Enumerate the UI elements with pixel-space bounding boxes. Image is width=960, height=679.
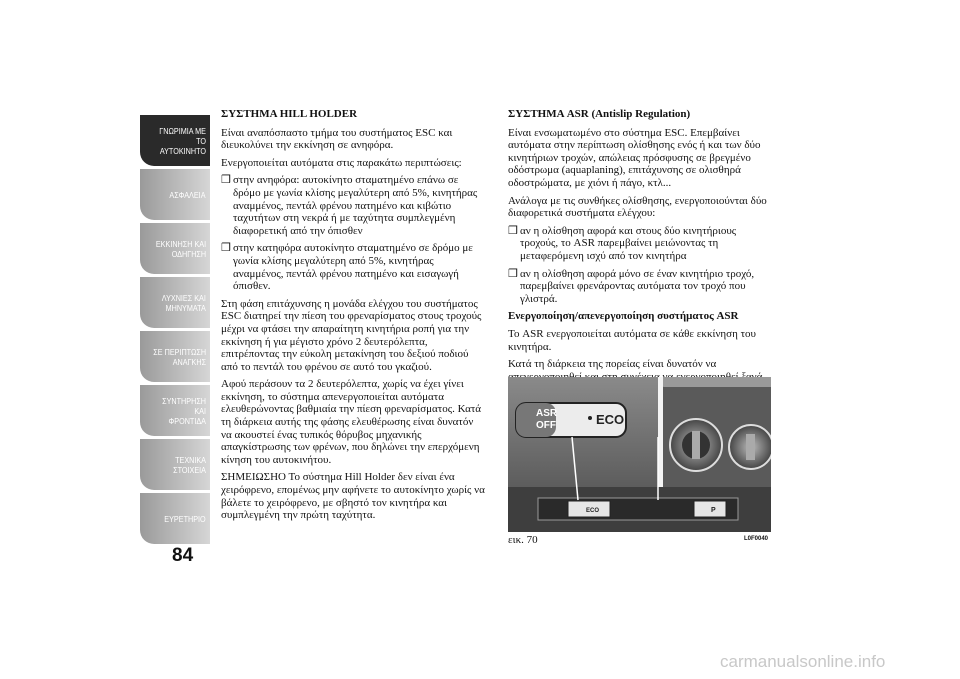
paragraph: Είναι αναπόσπαστο τμήμα του συστήματος ESC και διευκολύνει την εκκίνηση σε ανηφόρα. xyxy=(221,126,453,152)
list-item: ❒ στην κατηφόρα αυτοκίνητο σταματημένο σε δρόμο με γωνία κλίσης μεγαλύτερη από 5%, κινητήρας αναμμένος, πεντάλ φρένου πατημένο και εισαγωγή όπισθεν. xyxy=(221,242,473,293)
right-column xyxy=(508,108,772,401)
left-column xyxy=(221,108,485,527)
paragraph: Κατά τη διάρκεια της πορείας είναι δυνατόν να xyxy=(508,358,717,371)
tab-technical-data[interactable]: ΤΕΧΝΙΚΑ ΣΤΟΙΧΕΙΑ xyxy=(140,439,210,490)
tab-maintenance[interactable]: ΣΥΝΤΗΡΗΣΗ ΚΑΙ ΦΡΟΝΤΙΔΑ xyxy=(140,385,210,436)
section-heading-hill-holder: ΣΥΣΤΗΜΑ HILL HOLDER xyxy=(221,108,358,120)
checkbox-bullet-icon: ❒ xyxy=(221,174,231,187)
section-heading-asr: ΣΥΣΤΗΜΑ ASR (Antislip Regulation) xyxy=(508,108,691,120)
checkbox-bullet-icon: ❒ xyxy=(221,242,231,255)
small-eco-label: ECO xyxy=(586,508,600,514)
tab-index[interactable]: ΕΥΡΕΤΗΡΙΟ xyxy=(140,493,210,544)
checkbox-bullet-icon: ❒ xyxy=(508,267,518,280)
tab-emergency[interactable]: ΣΕ ΠΕΡΙΠΤΩΣΗ ΑΝΑΓΚΗΣ xyxy=(140,331,210,382)
chapter-tabs xyxy=(140,115,210,547)
checkbox-bullet-icon: ❒ xyxy=(508,224,518,237)
list-item: ❒ αν η ολίσθηση αφορά μόνο σε έναν κινητήριο τροχό, παρεμβαίνει φρενάροντας αυτόματα τον τροχό που γλιστρά. xyxy=(508,267,755,305)
paragraph: Είναι ενσωματωμένο στο σύστημα ESC. Επεμβαίνει αυτόματα στην περίπτωση ολίσθησης ενός ή και των δύο κινητήριων τροχών, απώλειας πρόσφυσης σε βρεγμένο οδόστρωμα (aquaplaning), επιτάχυνσης σε ολισθηρά οδοστρώματα, με χιόνι ή πάγο, κτλ... xyxy=(508,126,761,189)
tab-getting-to-know[interactable]: ΓΝΩΡΙΜΙΑ ΜΕ ΤΟ ΑΥΤΟΚΙΝΗΤΟ xyxy=(140,115,210,166)
eco-label: ECO xyxy=(596,412,625,427)
asr-label: ASR xyxy=(536,408,558,419)
paragraph: Στη φάση επιτάχυνσης η μονάδα ελέγχου του συστήματος ESC διατηρεί την πίεση του φρεναρίσματος στους τροχούς μέχρι να φτάσει την απαραίτητη κινητήρια ροπή για την εκκίνηση ή για μέγιστο χρόνο 2 δευτερόλεπτα, επιτρέποντας την εύκολη μετακίνηση του δεξιού ποδιού από το πεντάλ του φρένου σε αυτό του γκαζιού. xyxy=(221,297,482,373)
tab-safety[interactable]: ΑΣΦΑΛΕΙΑ xyxy=(140,169,210,220)
note-paragraph: ΣΗΜΕΙΩΣΗΟ Το σύστημα Hill Holder δεν είναι ένα χειρόφρενο, επομένως μην αφήνετε το αυτοκίνητο χωρίς να βάλετε το χειρόφρενο, με σβηστό τον κινητήρα και συμπλεγμένη την πρώτη ταχύτητα. xyxy=(221,471,485,522)
off-label: OFF xyxy=(536,420,556,431)
list-item: ❒ στην ανηφόρα: αυτοκίνητο σταματημένο επάνω σε δρόμο με γωνία κλίσης μεγαλύτερη από 5%, κινητήρας αναμμένος, πεντάλ φρένου πατημένο και κιβώτιο ταχυτήτων στη νεκρά ή με ταχύτητα συμπλεγμένη διαφορετική από την όπισθεν xyxy=(221,174,478,237)
dashboard-illustration xyxy=(508,377,771,532)
subheading-asr-toggle: Ενεργοποίηση/απενεργοποίηση συστήματος ASR xyxy=(508,310,739,323)
page-number: 84 xyxy=(172,545,194,566)
parking-label: P xyxy=(711,507,716,514)
figure-asr-button xyxy=(508,377,771,532)
paragraph: Αφού περάσουν τα 2 δευτερόλεπτα, χωρίς να έχει γίνει εκκίνηση, το σύστημα απενεργοποιείται αυτόματα ελευθερώνοντας βαθμιαία την πίεση φρεναρίσματος. Κατά τη διάρκεια αυτής της φάσης ελευθέρωσης είναι δυνατόν να ακουστεί ένας τυπικός θόρυβος μηχανικής απαγκίστρωσης των φρένων, που δηλώνει την επερχόμενη κίνηση του αυτοκινήτου. xyxy=(221,378,482,466)
tab-warning-lights[interactable]: ΛΥΧΝΙΕΣ ΚΑΙ ΜΗΝΥΜΑΤΑ xyxy=(140,277,210,328)
tab-starting-driving[interactable]: ΕΚΚΙΝΗΣΗ ΚΑΙ ΟΔΗΓΗΣΗ xyxy=(140,223,210,274)
figure-code: L0F0040 xyxy=(744,536,769,542)
paragraph: Ανάλογα με τις συνθήκες ολίσθησης, ενεργοποιούνται δύο διαφορετικά συστήματα ελέγχου: xyxy=(508,194,767,220)
paragraph: Ενεργοποιείται αυτόματα στις παρακάτω περιπτώσεις: xyxy=(221,156,462,169)
list-item: ❒ αν η ολίσθηση αφορά και στους δύο κινητήριους τροχούς, το ASR παρεμβαίνει μειώνοντας τη μεταφερόμενη ισχύ από τον κινητήρα xyxy=(508,224,737,262)
watermark: carmanualsonline.info xyxy=(720,652,886,671)
paragraph: Το ASR ενεργοποιείται αυτόματα σε κάθε εκκίνηση του κινητήρα. xyxy=(508,327,756,353)
figure-caption: εικ. 70 xyxy=(508,534,538,546)
